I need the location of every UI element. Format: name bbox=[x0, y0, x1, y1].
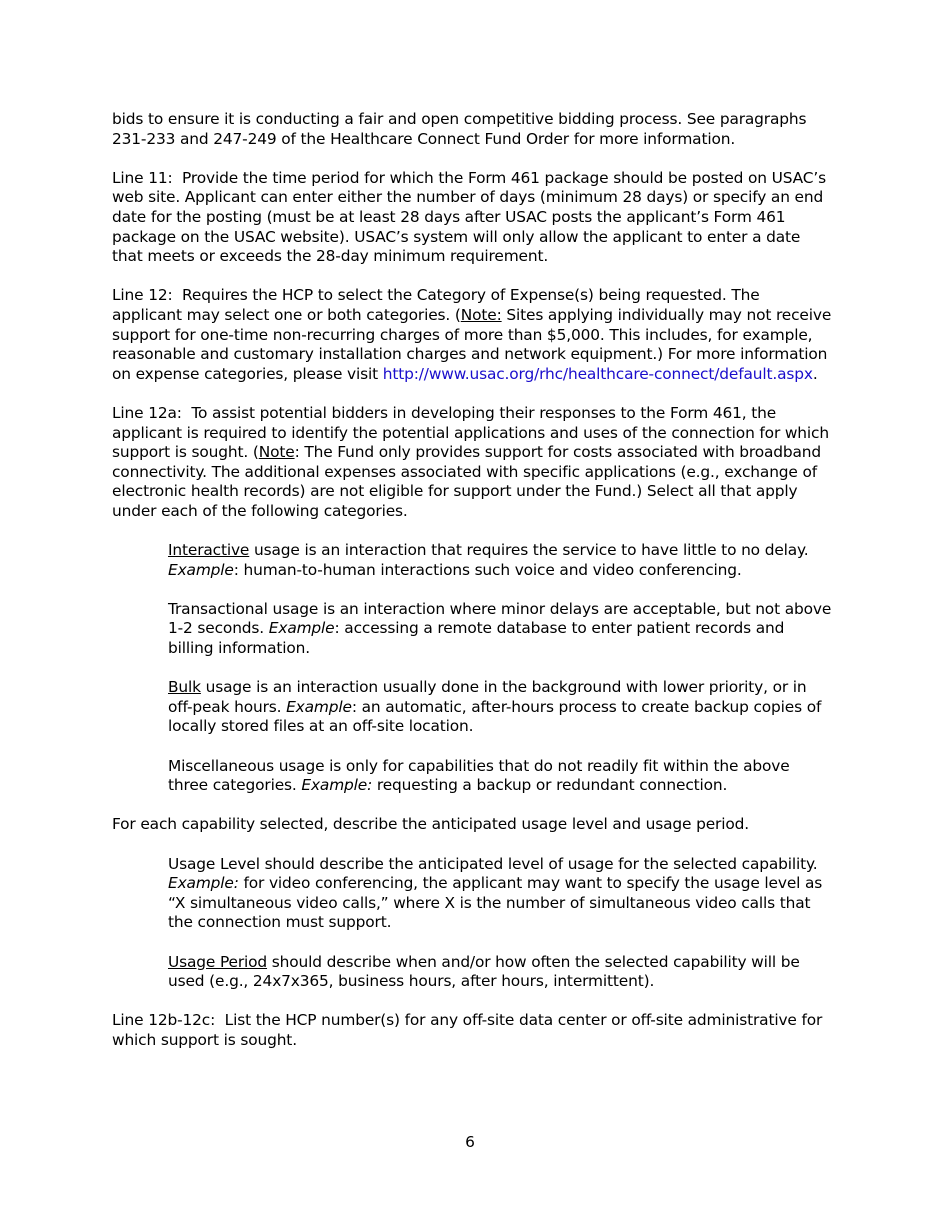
transactional-example-text: : accessing a remote database to enter patient records and billing information. bbox=[168, 619, 785, 658]
interactive-text: usage is an interaction that requires the service to have little to no delay. bbox=[249, 541, 809, 560]
line-12-label: Line 12: bbox=[112, 286, 173, 305]
line-12a-text-1: To assist potential bidders in developing their responses to the Form 461, the applicant is required to identify the potential applications and uses of the connection for which support is sought. ( bbox=[112, 403, 829, 462]
each-capability-paragraph: For each capability selected, describe the anticipated usage level and usage period. bbox=[112, 815, 749, 834]
transactional-text: Transactional usage is an interaction where minor delays are acceptable, but not above 1-2 seconds. bbox=[168, 599, 832, 638]
expense-categories-link[interactable]: http://www.usac.org/rhc/healthcare-connect/default.aspx bbox=[382, 364, 813, 383]
line-12a-text-2: : The Fund only provides support for costs associated with broadband connectivity. The additional expenses associated with specific applications (e.g., exchange of electronic health records) are not eligible for support under the Fund.) Select all that apply under each of the following categories. bbox=[112, 443, 822, 520]
bulk-text: usage is an interaction usually done in the background with lower priority, or in off-peak hours. bbox=[168, 678, 807, 716]
line-12b-12c-text: List the HCP number(s) for any off-site data center or off-site administrative for which support is sought. bbox=[112, 1011, 823, 1049]
bulk-example-label: Example bbox=[286, 697, 352, 716]
line-12a-label: Line 12a: bbox=[112, 403, 182, 422]
page-number: 6 bbox=[465, 1133, 475, 1151]
line-12-text-2: Sites applying individually may not receive support for one-time non-recurring charges of more than $5,000. This includes, for example, reasonable and customary installation charges and network equipment.) For more information on expense categories, please visit bbox=[112, 305, 832, 383]
line-12b-12c-paragraph bbox=[112, 1011, 832, 1050]
interactive-term: Interactive bbox=[168, 541, 250, 560]
interactive-example-text: : human-to-human interactions such voice and video conferencing. bbox=[233, 560, 742, 579]
intro-paragraph: bids to ensure it is conducting a fair and open competitive bidding process. See paragraphs 231-233 and 247-249 of the Healthcare Connect Fund Order for more information. bbox=[112, 110, 807, 148]
misc-text: Miscellaneous usage is only for capabilities that do not readily fit within the above three categories. bbox=[168, 756, 790, 795]
line-12-note: Note: bbox=[460, 305, 502, 324]
bulk-usage-paragraph bbox=[168, 678, 832, 737]
line-12-paragraph bbox=[112, 286, 832, 384]
transactional-usage-paragraph bbox=[168, 600, 832, 659]
interactive-example-label: Example bbox=[168, 560, 234, 579]
line-12a-note: Note bbox=[258, 443, 295, 462]
usage-level-text: Usage Level should describe the anticipated level of usage for the selected capability. bbox=[168, 854, 818, 873]
bulk-term: Bulk bbox=[168, 678, 201, 697]
line-12-text-1: Requires the HCP to select the Category of Expense(s) being requested. The applicant may select one or both categories. ( bbox=[112, 286, 760, 324]
bulk-example-text: : an automatic, after-hours process to create backup copies of locally stored files at an off-site location. bbox=[168, 697, 822, 736]
line-11-text: Provide the time period for which the Form 461 package should be posted on USAC’s web site. Applicant can enter either the number of days (minimum 28 days) or specify an end date for the posting (must be at least 28 days after USAC posts the applicant’s Form 461 package on the USAC website). USAC’s system will only allow the applicant to enter a date that meets or exceeds the 28-day minimum requirement. bbox=[112, 168, 826, 266]
line-11-label: Line 11: bbox=[112, 168, 173, 187]
interactive-usage-paragraph bbox=[168, 541, 832, 580]
usage-level-example-text: for video conferencing, the applicant may want to specify the usage level as “X simultaneous video calls,” where X is the number of simultaneous video calls that the connection must support. bbox=[168, 874, 823, 932]
usage-period-term: Usage Period bbox=[168, 952, 268, 971]
line-12a-paragraph bbox=[112, 404, 832, 522]
misc-example-text: requesting a backup or redundant connection. bbox=[372, 776, 728, 795]
document-body bbox=[112, 110, 832, 1070]
line-12-text-3: . bbox=[812, 364, 818, 383]
usage-level-paragraph bbox=[168, 855, 832, 933]
misc-usage-paragraph bbox=[168, 757, 832, 796]
misc-example-label: Example: bbox=[301, 776, 373, 795]
line-12b-12c-label: Line 12b-12c: bbox=[112, 1011, 216, 1030]
line-11-paragraph bbox=[112, 169, 832, 267]
usage-period-paragraph bbox=[168, 953, 832, 992]
transactional-example-label: Example bbox=[268, 619, 335, 638]
usage-level-example-label: Example: bbox=[168, 874, 239, 893]
usage-period-text: should describe when and/or how often the selected capability will be used (e.g., 24x7x365, business hours, after hours, intermittent). bbox=[168, 952, 800, 991]
